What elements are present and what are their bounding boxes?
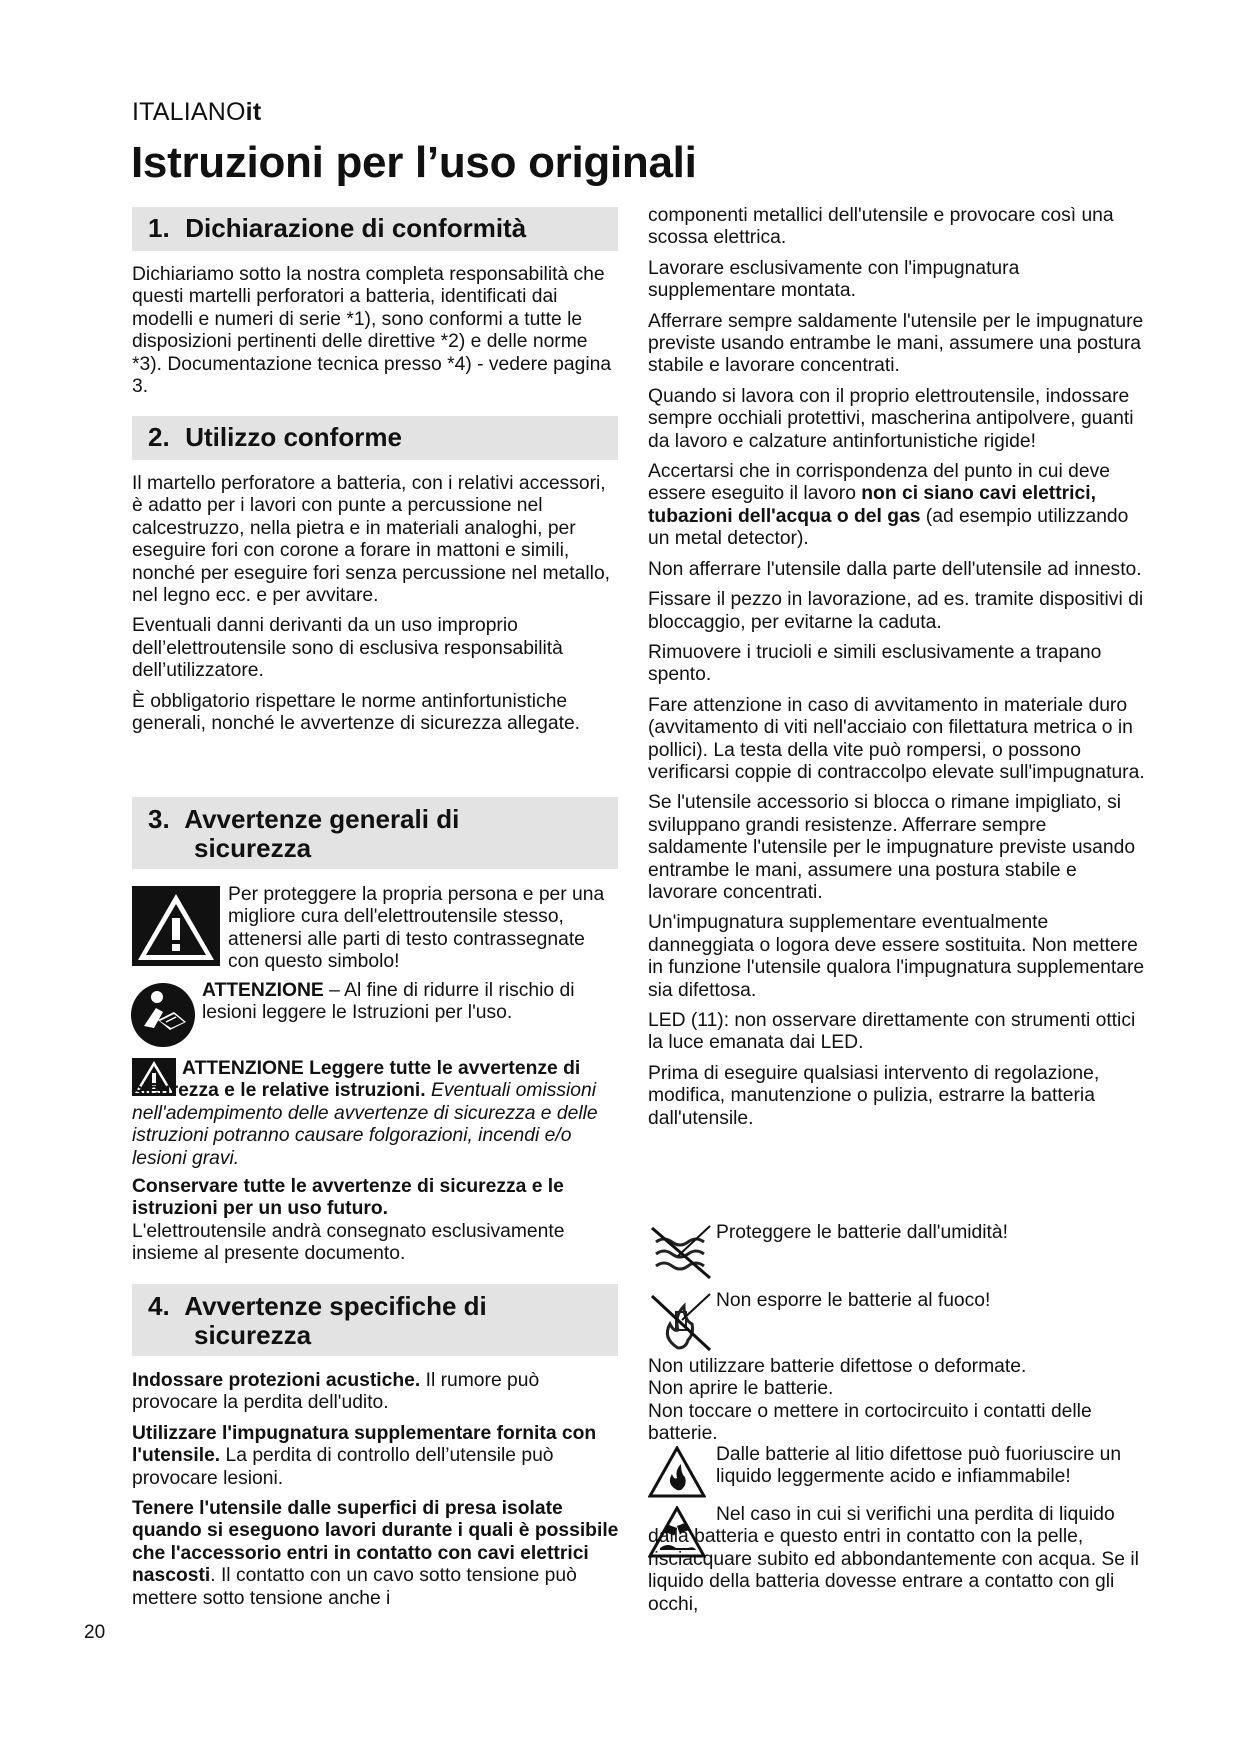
right-para-3: Afferrare sempre saldamente l'utensile per le impugnature previste usando entrambe le mani, assumere una postura stabile e lavorare concentrati.	[648, 310, 1144, 377]
section-2-heading: 2. Utilizzo conforme	[132, 416, 618, 460]
grip-text: Tenere l'utensile dalle superfici di presa isolate quando si eseguono lavori durante i quali è possibile che l'accessorio entri in contatto con cavi elettrici nascosti. Il contatto con un cavo sotto tensione può mettere sotto tensione anche i	[132, 1498, 619, 1609]
page-number: 20	[84, 1622, 106, 1643]
section-2-para-2: Eventuali danni derivanti da un uso improprio dell’elettroutensile sono di esclusiva responsabilità dell’utilizzatore.	[132, 615, 563, 682]
language-label: ITALIANOit	[132, 98, 262, 126]
right-para-4: Quando si lavora con il proprio elettroutensile, indossare sempre occhiali protettivi, mascherina antipolvere, guanti da lavoro e calzature antinfortunistiche rigide!	[648, 385, 1134, 452]
right-para-5: Accertarsi che in corrispondenza del punto in cui deve essere eseguito il lavoro non ci siano cavi elettrici, tubazioni dell'acqua o del gas (ad esempio utilizzando un metal detector).	[648, 461, 1129, 550]
no-fire-text: Non esporre le batterie al fuoco!	[716, 1290, 991, 1311]
section-2-para-1: Il martello perforatore a batteria, con i relativi accessori, è adatto per i lavori con punte a percussione nel calcestruzzo, nella pietra e in materiali analoghi, per eseguire fori con corone a forare in mattoni e simili, nonché per eseguire fori senza percussione nel metallo, nel legno ecc. e per avvitare.	[132, 473, 611, 607]
ear-protection-text: Indossare protezioni acustiche. Il rumore può provocare la perdita dell'udito.	[132, 1370, 540, 1414]
page-title: Istruzioni per l’uso originali	[131, 138, 697, 187]
battery-rules-text: Non utilizzare batterie difettose o deformate. Non aprire le batterie. Non toccare o mettere in cortocircuito i contatti delle batterie.	[648, 1356, 1092, 1445]
warning-symbol-text: Per proteggere la propria persona e per una migliore cura dell'elettroutensile stesso, attenersi alle parti di testo contrassegnate con questo simbolo!	[228, 884, 605, 973]
section-1-heading: 1. Dichiarazione di conformità	[132, 207, 618, 251]
flammable-icon	[648, 1446, 706, 1498]
keep-warnings-text: Conservare tutte le avvertenze di sicurezza e le istruzioni per un uso futuro. L'elettroutensile andrà consegnato esclusivamente insieme al presente documento.	[132, 1176, 565, 1265]
no-moisture-text: Proteggere le batterie dall'umidità!	[716, 1222, 1008, 1243]
right-para-10: Se l'utensile accessorio si blocca o rimane impigliato, si sviluppano grandi resistenze. Afferrare sempre saldamente l'utensile per le impugnature previste usando entrambe le mani, assumere una postura stabile e lavorare concentrati.	[648, 792, 1136, 903]
right-para-12: LED (11): non osservare direttamente con strumenti ottici la luce emanata dai LED.	[648, 1010, 1136, 1054]
flammable-text: Dalle batterie al litio difettose può fuoriuscire un liquido leggermente acido e infiammabile!	[716, 1444, 1122, 1488]
section-2-text	[132, 473, 618, 735]
attention-text: ATTENZIONE – Al fine di ridurre il rischio di lesioni leggere le Istruzioni per l'uso.	[202, 980, 575, 1024]
section-1-text: Dichiariamo sotto la nostra completa responsabilità che questi martelli perforatori a batteria, identificati dai modelli e numeri di serie *1), sono conformi a tutte le disposizioni pertinenti delle direttive *2) e delle norme *3). Documentazione tecnica presso *4) - vedere pagina 3.	[132, 264, 612, 398]
right-para-9: Fare attenzione in caso di avvitamento in materiale duro (avvitamento di viti nell'acciaio con filettatura metrica o in pollici). La testa della vite può rompersi, o possono verificarsi coppie di contraccolpo elevate sull'impugnatura.	[648, 694, 1145, 783]
right-column-text	[648, 205, 1148, 1130]
section-2-para-3: È obbligatorio rispettare le norme antinfortunistiche generali, nonché le avvertenze di sicurezza allegate.	[132, 690, 581, 735]
right-para-6: Non afferrare l'utensile dalla parte dell'utensile ad innesto.	[648, 558, 1142, 580]
section-4-text	[132, 1370, 622, 1610]
section-3-heading: 3. Avvertenze generali di sicurezza	[132, 797, 618, 869]
right-para-13: Prima di eseguire qualsiasi intervento di regolazione, modifica, manutenzione o pulizia, estrarre la batteria dall'utensile.	[648, 1062, 1100, 1129]
leakage-text: Nel caso in cui si verifichi una perdita di liquido dalla batteria e questo entri in contatto con la pelle, risciacquare subito ed abbondantemente con acqua. Se il liquido della batteria dovesse entrare a contatto con gli occhi,	[648, 1504, 1139, 1615]
handle-text: Utilizzare l'impugnatura supplementare fornita con l'utensile. La perdita di controllo dell’utensile può provocare lesioni.	[132, 1422, 597, 1489]
no-moisture-icon	[648, 1222, 714, 1284]
right-para-7: Fissare il pezzo in lavorazione, ad es. tramite dispositivi di bloccaggio, per evitarne la caduta.	[648, 589, 1144, 633]
right-para-11: Un'impugnatura supplementare eventualmente danneggiata o logora deve essere sostituita. Non mettere in funzione l'utensile qualora l'impugnatura supplementare sia difettosa.	[648, 912, 1145, 1001]
read-all-warnings: ATTENZIONE Leggere tutte le avvertenze di sicurezza e le relative istruzioni. Eventuali omissioni nell'adempimento delle avvertenze di sicurezza e delle istruzioni potranno causare folgorazioni, incendi e/o lesioni gravi.	[132, 1058, 598, 1169]
right-para-2: Lavorare esclusivamente con l'impugnatura supplementare montata.	[648, 257, 1020, 302]
read-manual-icon	[130, 982, 196, 1048]
right-para-8: Rimuovere i trucioli e simili esclusivamente a trapano spento.	[648, 641, 1102, 686]
section-4-heading: 4. Avvertenze specifiche di sicurezza	[132, 1284, 618, 1356]
no-fire-icon	[648, 1290, 714, 1356]
warning-triangle-icon	[132, 886, 220, 966]
right-para-1: componenti metallici dell'utensile e provocare così una scossa elettrica.	[648, 205, 1114, 249]
